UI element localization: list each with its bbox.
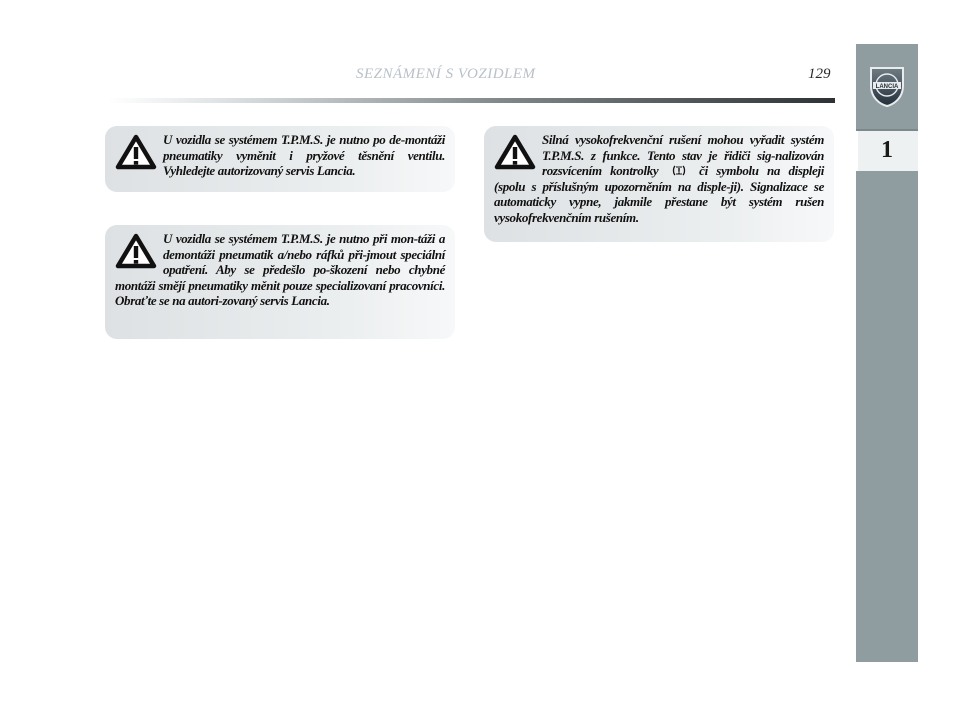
page-number: 129	[808, 66, 831, 82]
warning-box-2	[105, 225, 455, 339]
section-title: SEZNÁMENÍ S VOZIDLEM	[356, 66, 536, 82]
warning-text-3b: či symbolu na displeji (spolu s příslušným upozorněním na disple-ji). Signalizace se automaticky vypne, jakmile přestane být systém rušen vysokofrekvenčním rušením.	[494, 163, 824, 225]
lancia-logo-icon	[867, 64, 907, 108]
warning-box-1	[105, 126, 455, 192]
warning-text-2: U vozidla se systémem T.P.M.S. je nutno při mon-táži a demontáži pneumatik a/nebo ráfků při-jmout speciální opatření. Aby se předešlo po-škození nebo chybné montáži smějí pneumatiky měnit pouze specializovaní pracovníci. Obraťte se na autori-zovaný servis Lancia.	[115, 231, 445, 308]
chapter-tab[interactable]	[856, 129, 918, 171]
brand-logo-box	[856, 44, 918, 127]
warning-text-1: U vozidla se systémem T.P.M.S. je nutno po de-montáži pneumatiky vyměnit i pryžové těsnění ventilu. Vyhledejte autorizovaný servis Lancia.	[163, 132, 445, 178]
chapter-number: 1	[881, 137, 893, 163]
warning-triangle-icon	[492, 132, 538, 172]
warning-text-3a: Silná vysokofrekvenční rušení mohou vyřadit systém T.P.M.S. z funkce. Tento stav je řidiči sig-nalizován rozsvícením kontrolky	[542, 132, 824, 178]
warning-triangle-icon	[113, 231, 159, 271]
logo-text: LANCIA	[875, 84, 899, 90]
warning-box-3	[484, 126, 834, 242]
warning-triangle-icon	[113, 132, 159, 172]
header-divider	[108, 98, 835, 103]
tire-pressure-warning-icon	[672, 164, 686, 177]
